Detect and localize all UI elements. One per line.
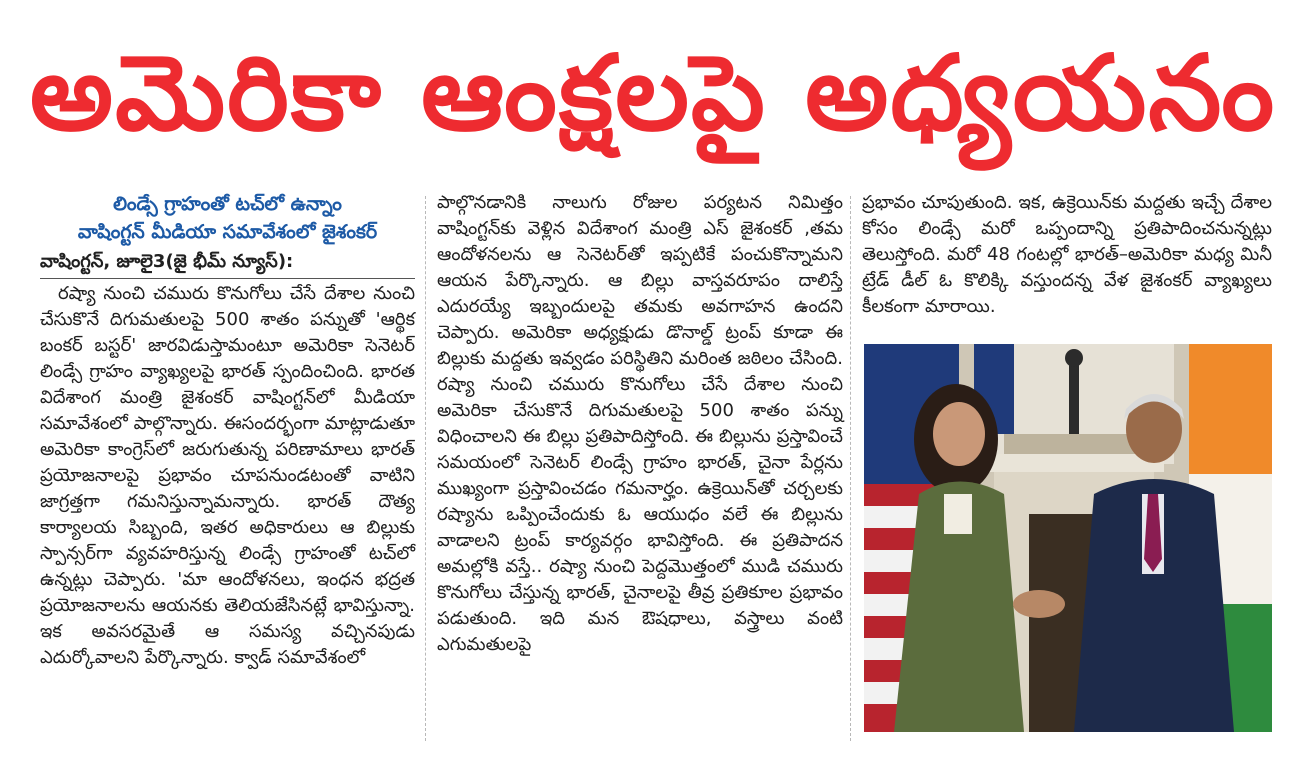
photo-illustration — [864, 344, 1272, 732]
news-photo — [864, 344, 1272, 732]
dateline: వాషింగ్టన్, జూలై3(జై భీమ్ న్యూస్): — [40, 251, 294, 272]
article-column-2 — [437, 190, 843, 658]
paragraph: పాల్గొనడానికి నాలుగు రోజుల పర్యటన నిమిత్తం వాషింగ్టన్‌కు వెళ్లిన విదేశాంగ మంత్రి ఎస్ జైశంకర్ ,తమ ఆందోళనలను ఆ సెనెటర్‌తో ఇప్పటికే పంచుకొన్నామని ఆయన పేర్కొన్నారు. ఆ బిల్లు వాస్తవరూపం దాలిస్తే ఎదురయ్యే ఇబ్బందులపై తమకు అవగాహన ఉందని చెప్పారు. అమెరికా అధ్యక్షుడు డొనాల్డ్ ట్రంప్ కూడా ఈ బిల్లుకు మద్దతు ఇవ్వడం పరిస్థితిని మరింత జఠిలం చేసింది. రష్యా నుంచి చమురు కొనుగోలు చేసే దేశాల నుంచి అమెరికా చేసుకొనే దిగుమతులపై 500 శాతం పన్ను విధించాలని ఈ బిల్లు ప్రతిపాదిస్తోంది. ఈ బిల్లును ప్రస్తావించే సమయంలో సెనెటర్ లిండ్సే గ్రాహం భారత్, చైనా పేర్లను ముఖ్యంగా ప్రస్తావించడం గమనార్హం. ఉక్రెయిన్‌తో చర్చలకు రష్యాను ఒప్పించేందుకు ఓ ఆయుధం వలే ఈ బిల్లును వాడాలని ట్రంప్ కార్యవర్గం భావిస్తోంది. ఈ ప్రతిపాదన అమల్లోకి వస్తే.. రష్యా నుంచి పెద్దమొత్తంలో ముడి చమురు కొనుగోలు చేస్తున్న భారత్, చైనాలపై తీవ్ర ప్రతికూల ప్రభావం పడుతుంది. ఇది మన ఔషధాలు, వస్త్రాలు వంటి ఎగుమతులపై — [437, 192, 843, 655]
headline: అమెరికా ఆంక్షలపై అధ్యయనం — [29, 32, 1277, 154]
paragraph: ప్రభావం చూపుతుంది. ఇక, ఉక్రెయిన్‌కు మద్దతు ఇచ్చే దేశాల కోసం లిండ్సే మరో ఒప్పందాన్ని ప్రతిపాదించనున్నట్లు తెలుస్తోంది. మరో 48 గంటల్లో భారత్–అమెరికా మధ్య మినీ ట్రేడ్ డీల్ ఓ కొలిక్కి వస్తుందన్న వేళ జైశంకర్ వ్యాఖ్యలు కీలకంగా మారాయి. — [862, 192, 1272, 317]
dateline-rule — [40, 278, 415, 279]
article-column-1 — [40, 190, 415, 671]
article-body-2 — [437, 190, 843, 658]
column-divider — [850, 196, 852, 741]
article-body-3 — [862, 190, 1272, 320]
article-body-1 — [40, 281, 415, 671]
subheadline-1: లిండ్సే గ్రాహంతో టచ్‌లో ఉన్నాం — [113, 193, 342, 215]
paragraph: రష్యా నుంచి చమురు కొనుగోలు చేసే దేశాల నుంచి చేసుకొనే దిగుమతులపై 500 శాతం పన్నుతో 'ఆర్థిక బంకర్ బస్టర్' జారవిడుస్తామంటూ అమెరికా సెనెటర్ లిండ్సే గ్రాహం వ్యాఖ్యలపై భారత్ స్పందించింది. భారత విదేశాంగ మంత్రి జైశంకర్ వాషింగ్టన్‌లో మీడియా సమావేశంలో పాల్గొన్నారు. ఈసందర్భంగా మాట్లాడుతూ అమెరికా కాంగ్రెస్‌లో జరుగుతున్న పరిణామాలు భారత్ ప్రయోజనాలపై ప్రభావం చూపనుండటంతో వాటిని జాగ్రత్తగా గమనిస్తున్నామన్నారు. భారత్ దౌత్య కార్యాలయ సిబ్బంది, ఇతర అధికారులు ఆ బిల్లుకు స్పాన్సర్‌గా వ్యవహరిస్తున్న లిండ్సే గ్రాహంతో టచ్‌లో ఉన్నట్లు చెప్పారు. 'మా ఆందోళనలు, ఇంధన భద్రత ప్రయోజనాలను ఆయనకు తెలియజేసినట్లే భావిస్తున్నా. ఇక అవసరమైతే ఆ సమస్య వచ్చినపుడు ఎదుర్కోవాలని పేర్కొన్నారు. క్వాడ్ సమావేశంలో — [40, 283, 415, 668]
article-column-3 — [862, 190, 1272, 320]
column-divider — [425, 196, 427, 741]
subheadline-2: వాషింగ్టన్ మీడియా సమావేశంలో జైశంకర్ — [77, 221, 378, 243]
